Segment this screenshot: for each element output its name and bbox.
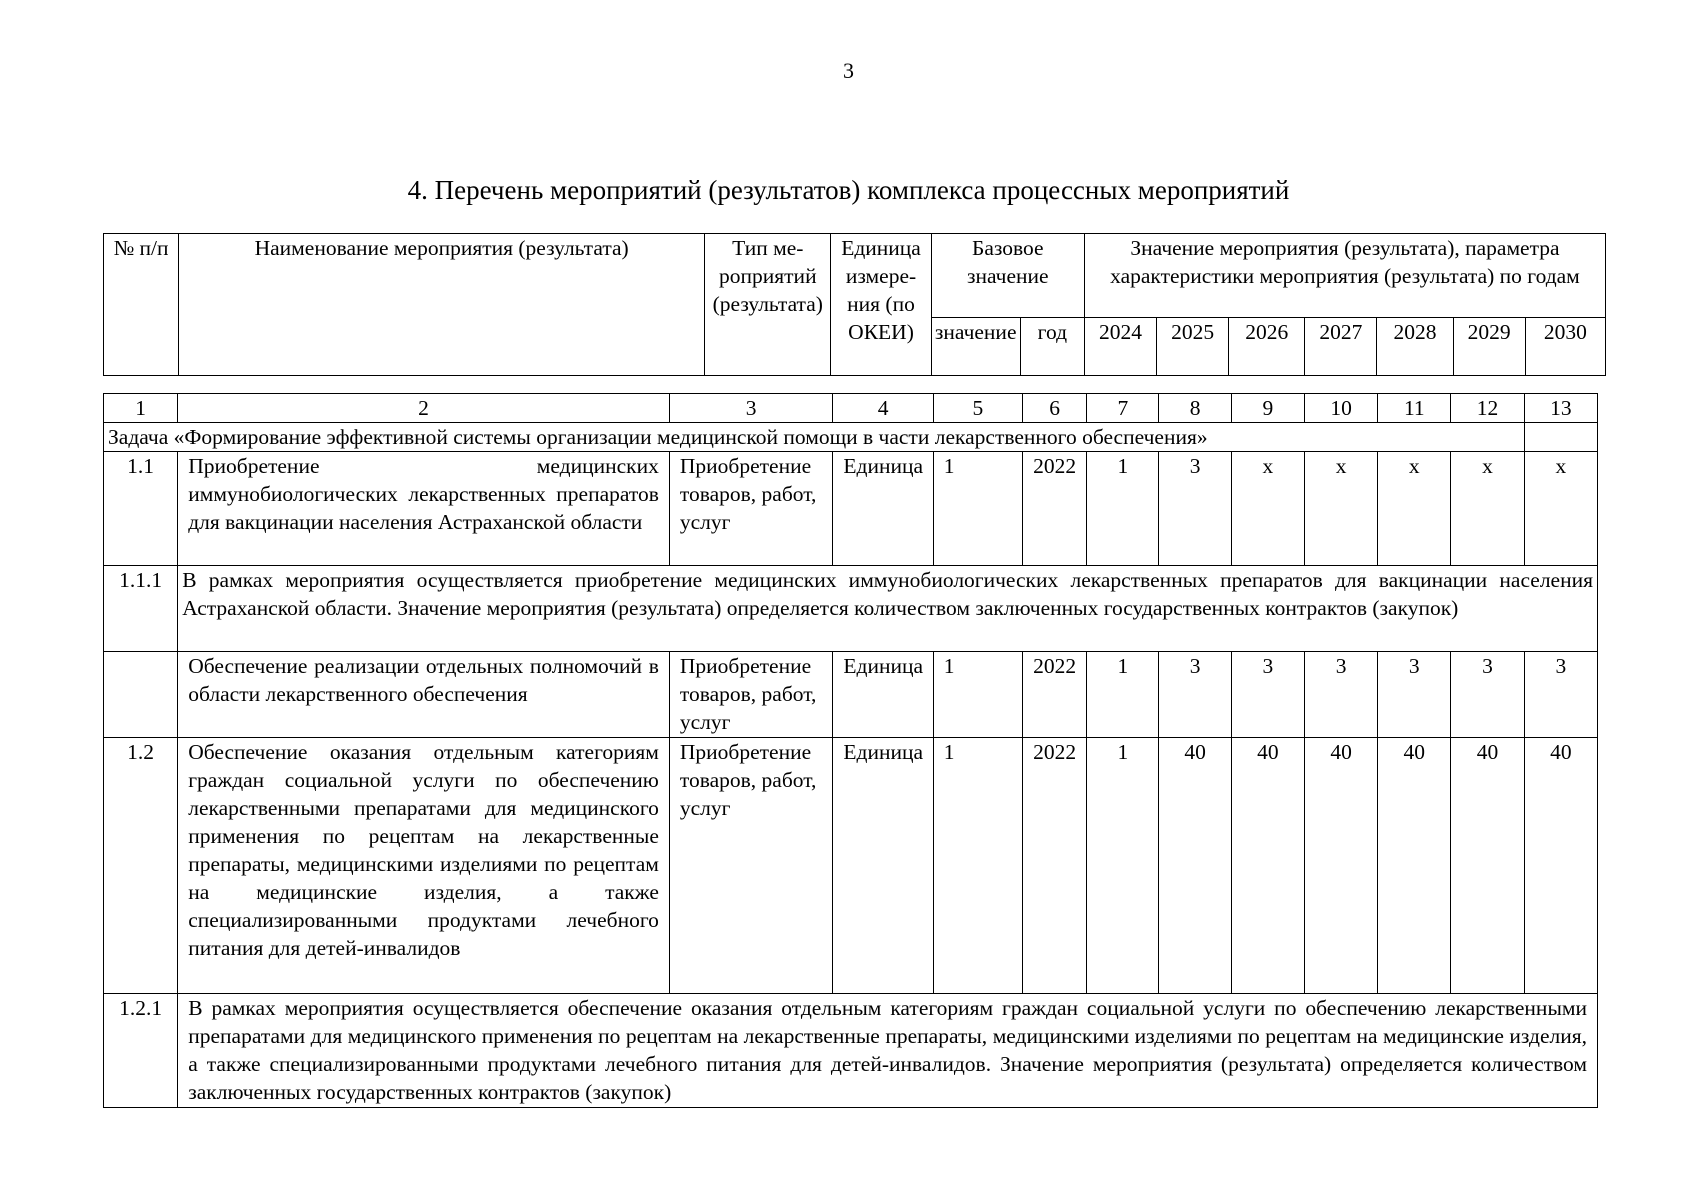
- row-base-year: 2022: [1023, 738, 1087, 994]
- column-number: 9: [1231, 394, 1304, 423]
- header-year: 2030: [1525, 318, 1605, 376]
- column-number: 4: [833, 394, 933, 423]
- row-value: 40: [1304, 738, 1377, 994]
- row-name: Приобретение медицинских иммунобиологических лекарственных препаратов для вакцинации населения Астраханской области: [178, 452, 670, 566]
- row-value: 3: [1524, 652, 1597, 738]
- row-value: 1: [1087, 738, 1159, 994]
- header-year: 2024: [1084, 318, 1156, 376]
- header-year: 2028: [1377, 318, 1453, 376]
- row-value: 40: [1524, 738, 1597, 994]
- row-unit: Единица: [833, 652, 933, 738]
- task-empty-cell: [1524, 423, 1597, 452]
- row-name: Обеспечение оказания отдельным категориям граждан социальной услуги по обеспечению лекарственными препаратами для медицинского применения по рецептам на лекарственные препараты, медицинскими изделиями по рецептам на медицинские изделия, а также специализированными продуктами лечебного питания для детей-инвалидов: [178, 738, 670, 994]
- column-numbers-row: [104, 394, 1598, 423]
- row-number: 1.2: [104, 738, 178, 994]
- row-base-year: 2022: [1023, 452, 1087, 566]
- column-number: 6: [1023, 394, 1087, 423]
- row-value: 40: [1159, 738, 1231, 994]
- header-values: Значение мероприятия (результата), параметра характеристики мероприятия (результата) по годам: [1084, 234, 1605, 318]
- row-value: х: [1378, 452, 1451, 566]
- header-base-value: значение: [931, 318, 1020, 376]
- row-value: 40: [1451, 738, 1524, 994]
- row-base-value: 1: [933, 738, 1022, 994]
- header-unit: Единица измерения (по ОКЕИ): [831, 234, 931, 376]
- row-base-year: 2022: [1023, 652, 1087, 738]
- row-value: 3: [1159, 652, 1231, 738]
- task-title: Задача «Формирование эффективной системы организации медицинской помощи в части лекарственного обеспечения»: [104, 423, 1525, 452]
- row-value: х: [1451, 452, 1524, 566]
- description-number: 1.1.1: [104, 566, 178, 652]
- row-value: 3: [1378, 652, 1451, 738]
- description-row: [104, 566, 1598, 652]
- column-number: 3: [669, 394, 833, 423]
- row-base-value: 1: [933, 452, 1022, 566]
- page-title: 4. Перечень мероприятий (результатов) комплекса процессных мероприятий: [407, 175, 1290, 205]
- row-value: 40: [1378, 738, 1451, 994]
- row-value: 3: [1451, 652, 1524, 738]
- description-row: [104, 994, 1598, 1108]
- table-row: [104, 738, 1598, 994]
- row-type: Приобретение товаров, работ, услуг: [669, 652, 833, 738]
- column-number: 2: [178, 394, 670, 423]
- row-value: 40: [1231, 738, 1304, 994]
- header-year: 2025: [1157, 318, 1229, 376]
- column-number: 10: [1304, 394, 1377, 423]
- table-row: [104, 652, 1598, 738]
- column-number: 12: [1451, 394, 1524, 423]
- row-value: х: [1304, 452, 1377, 566]
- row-value: 3: [1231, 652, 1304, 738]
- row-value: 1: [1087, 652, 1159, 738]
- row-value: х: [1231, 452, 1304, 566]
- row-number: [104, 652, 178, 738]
- row-unit: Единица: [833, 452, 933, 566]
- row-type: Приобретение товаров, работ, услуг: [669, 452, 833, 566]
- header-base: Базовое значение: [931, 234, 1084, 318]
- header-name: Наименование мероприятия (результата): [179, 234, 705, 376]
- description-text: В рамках мероприятия осуществляется приобретение медицинских иммунобиологических лекарственных препаратов для вакцинации населения Астраханской области. Значение мероприятия (результата) определяется количеством заключенных государственных контрактов (закупок): [178, 566, 1598, 652]
- page-number: 3: [843, 58, 854, 83]
- row-value: 1: [1087, 452, 1159, 566]
- description-number: 1.2.1: [104, 994, 178, 1108]
- header-table: [103, 233, 1606, 376]
- column-number: 5: [933, 394, 1022, 423]
- table-row: [104, 452, 1598, 566]
- header-year: 2027: [1305, 318, 1377, 376]
- row-name: Обеспечение реализации отдельных полномочий в области лекарственного обеспечения: [178, 652, 670, 738]
- column-number: 7: [1087, 394, 1159, 423]
- column-number: 8: [1159, 394, 1231, 423]
- row-value: х: [1524, 452, 1597, 566]
- row-unit: Единица: [833, 738, 933, 994]
- row-value: 3: [1304, 652, 1377, 738]
- row-type: Приобретение товаров, работ, услуг: [669, 738, 833, 994]
- column-number: 1: [104, 394, 178, 423]
- column-number: 13: [1524, 394, 1597, 423]
- measures-table: [103, 393, 1598, 1108]
- description-text: В рамках мероприятия осуществляется обеспечение оказания отдельным категориям граждан социальной услуги по обеспечению лекарственными препаратами для медицинского применения по рецептам на лекарственные препараты, медицинскими изделиями по рецептам на медицинские изделия, а также специализированными продуктами лечебного питания для детей-инвалидов. Значение мероприятия (результата) определяется количеством заключенных государственных контрактов (закупок): [178, 994, 1598, 1108]
- row-base-value: 1: [933, 652, 1022, 738]
- header-year: 2029: [1453, 318, 1525, 376]
- header-type: Тип мероприятий (результата): [705, 234, 831, 376]
- header-base-year: год: [1020, 318, 1084, 376]
- task-row: [104, 423, 1598, 452]
- header-year: 2026: [1229, 318, 1305, 376]
- row-number: 1.1: [104, 452, 178, 566]
- row-value: 3: [1159, 452, 1231, 566]
- column-number: 11: [1378, 394, 1451, 423]
- header-num: № п/п: [104, 234, 179, 376]
